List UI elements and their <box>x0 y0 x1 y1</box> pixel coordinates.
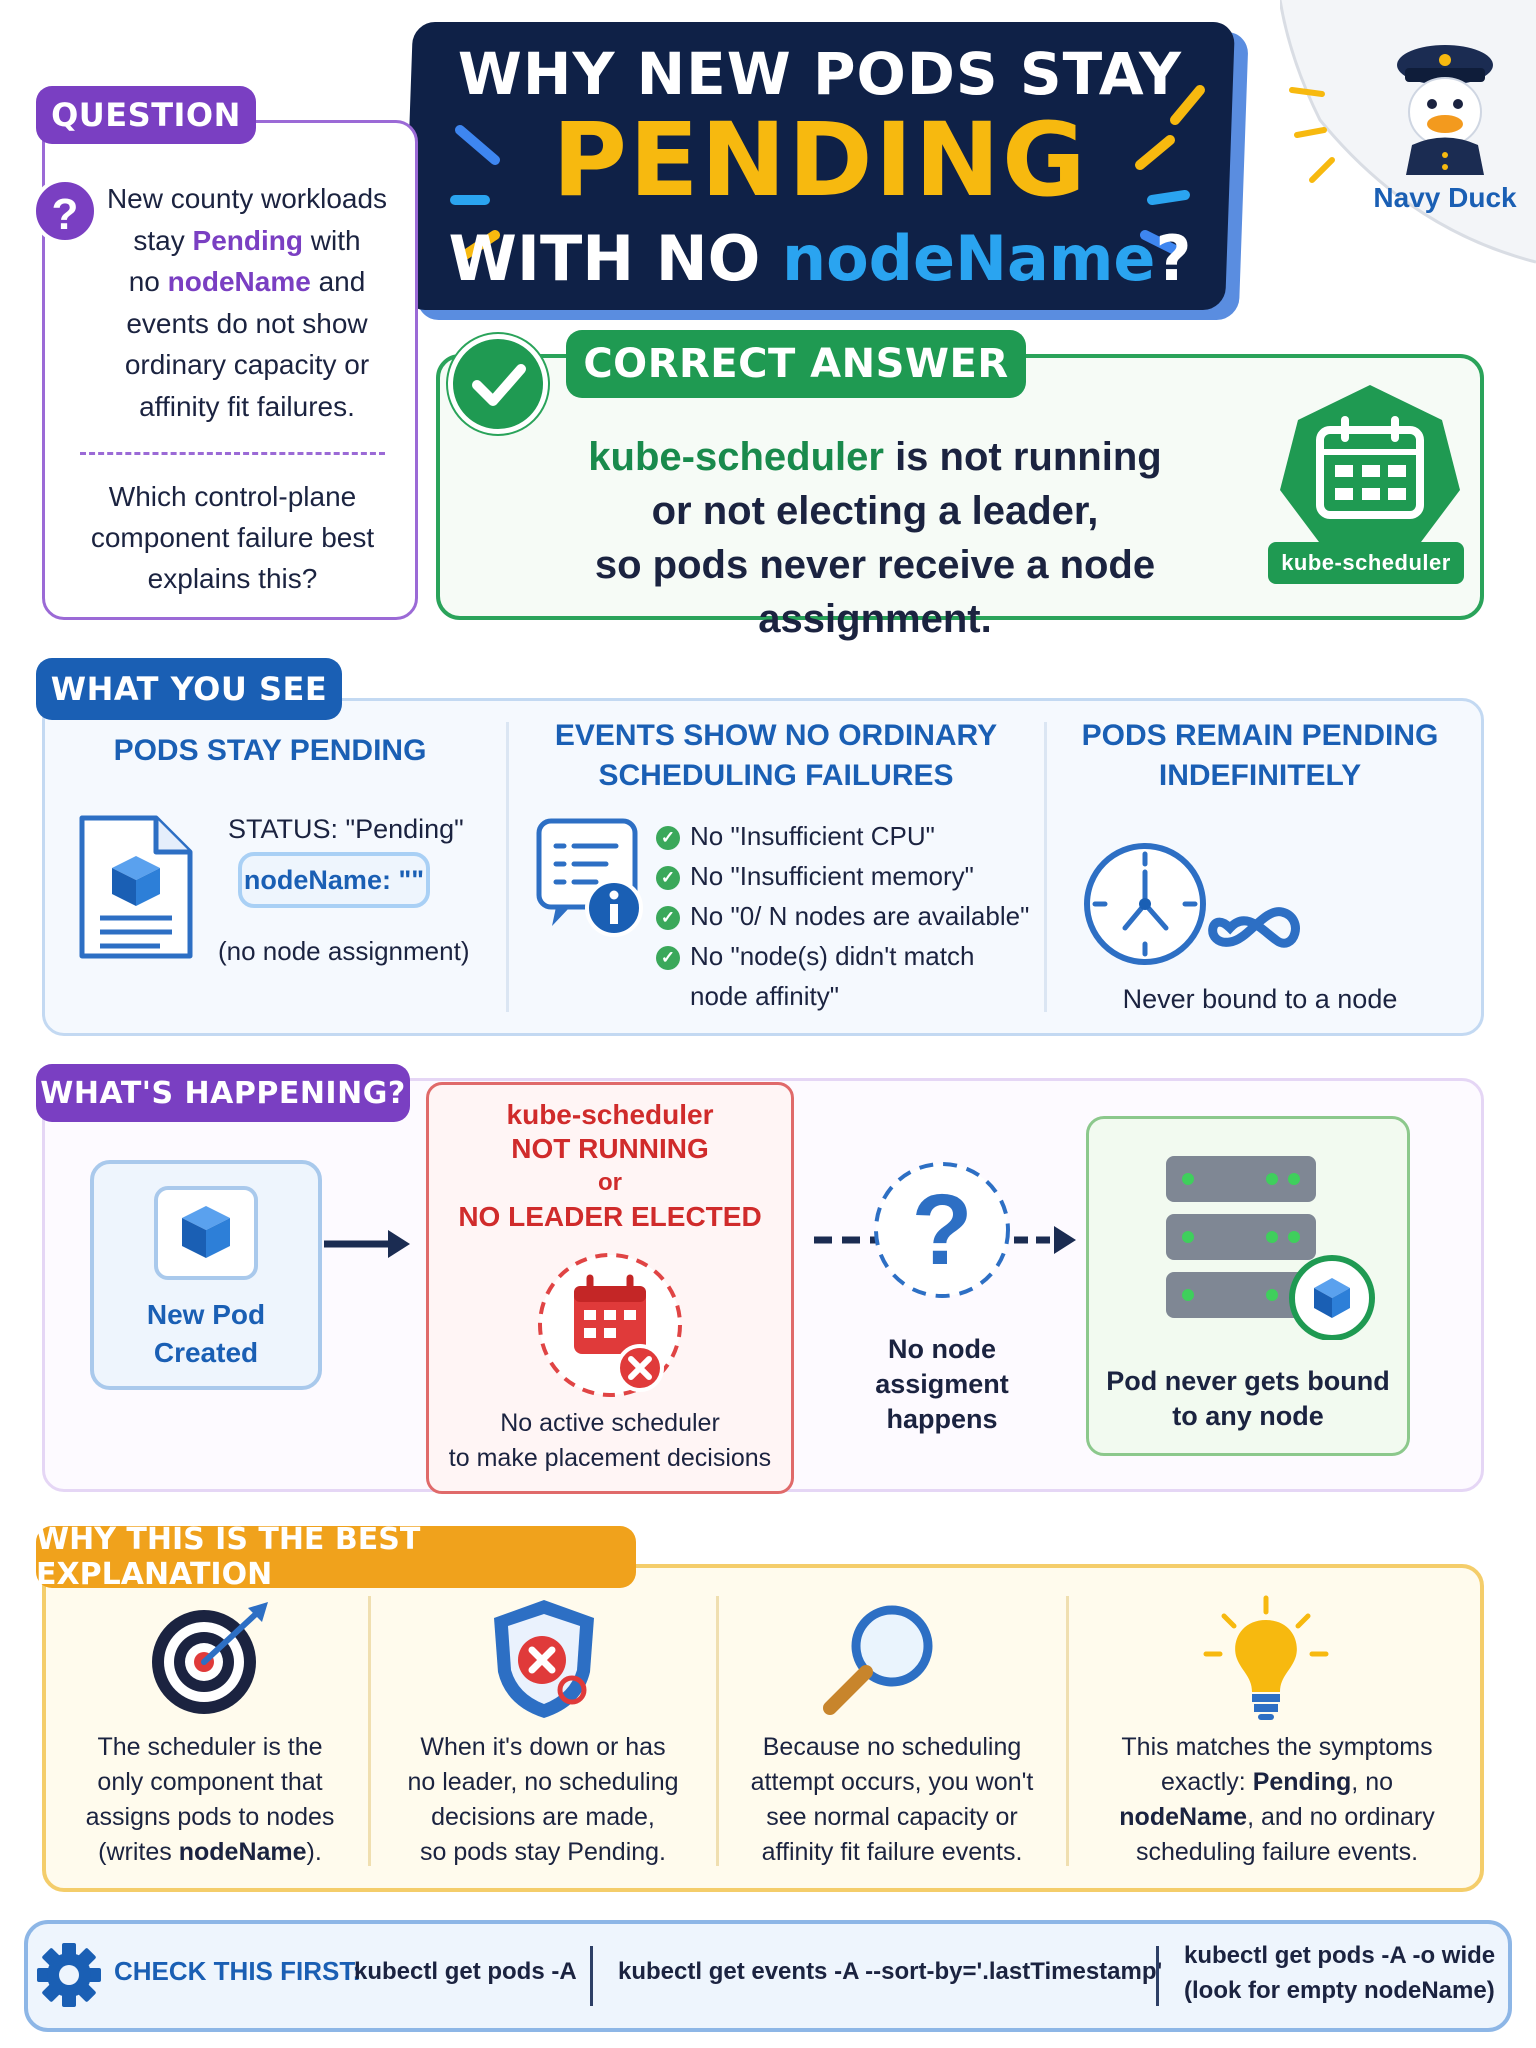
answer-label: CORRECT ANSWER <box>566 330 1026 398</box>
pending-indefinitely-title: PODS REMAIN PENDING INDEFINITELY <box>1081 719 1439 792</box>
check-divider-1 <box>590 1946 593 2006</box>
scheduler-down-text: kube-scheduler NOT RUNNING or NO LEADER ELECTED <box>458 1099 762 1232</box>
answer-text: kube-scheduler is not running or not electing a leader, so pods never receive a node assignment. <box>588 435 1162 641</box>
title-line-1: WHY NEW PODS STAY <box>457 40 1183 108</box>
new-pod-cube-icon <box>154 1186 258 1280</box>
arrow-right-icon <box>322 1224 412 1264</box>
see-divider-1 <box>506 722 509 1012</box>
why-text-2: When it's down or has no leader, no scheduling decisions are made, so pods stay Pending. <box>407 1733 679 1866</box>
pods-pending-title: PODS STAY PENDING <box>113 734 427 767</box>
unbound-pod-text: Pod never gets bound to any node <box>1106 1366 1390 1431</box>
never-bound-caption: Never bound to a node <box>1122 984 1398 1014</box>
shield-error-icon <box>486 1594 606 1724</box>
events-info-icon <box>534 816 644 940</box>
event-item-continued: node affinity" <box>690 981 839 1011</box>
why-label: WHY THIS IS THE BEST EXPLANATION <box>36 1526 636 1588</box>
brand-name: Navy Duck <box>1373 182 1517 213</box>
see-divider-2 <box>1044 722 1047 1012</box>
event-item: ✓ No "node(s) didn't match <box>656 936 1036 976</box>
question-prompt: Which control-plane component failure best explains this? <box>90 481 375 594</box>
why-text-3: Because no scheduling attempt occurs, you won't see normal capacity or affinity fit failure events. <box>750 1733 1034 1866</box>
scheduler-down-note: No active scheduler to make placement decisions <box>448 1409 772 1472</box>
why-divider-3 <box>1066 1596 1069 1866</box>
title-line-3: WITH NO nodeName? <box>448 222 1192 295</box>
command-get-events[interactable]: kubectl get events -A --sort-by='.lastTimestamp' <box>618 1958 1163 1985</box>
question-label: QUESTION <box>36 86 256 144</box>
scheduler-calendar-icon <box>1270 380 1470 560</box>
event-item: ✓ No "0/ N nodes are available" <box>656 896 1036 936</box>
nodename-chip: nodeName: "" <box>238 852 430 908</box>
brand-spark-decoration <box>1282 60 1382 200</box>
unknown-node-question-icon: ? <box>911 1174 973 1286</box>
magnifier-icon <box>818 1600 948 1720</box>
calendar-error-icon <box>530 1250 690 1400</box>
clock-infinity-icon <box>1080 836 1300 976</box>
check-divider-2 <box>1156 1946 1159 2006</box>
server-rack-icon <box>1160 1150 1380 1340</box>
no-assignment-text: No node assigment happens <box>875 1334 1009 1434</box>
checkmark-icon <box>448 334 548 434</box>
command-get-pods[interactable]: kubectl get pods -A <box>354 1958 577 1985</box>
question-divider <box>80 452 385 455</box>
why-divider-1 <box>368 1596 371 1866</box>
scheduler-badge: kube-scheduler <box>1268 542 1464 584</box>
why-text-1: The scheduler is the only component that assigns pods to nodes (writes nodeName). <box>85 1733 335 1866</box>
event-item: ✓ No "Insufficient CPU" <box>656 816 1036 856</box>
lightbulb-icon <box>1202 1594 1332 1724</box>
what-you-see-label: WHAT YOU SEE <box>36 658 342 720</box>
new-pod-label: New Pod Created <box>146 1299 266 1368</box>
target-icon <box>144 1600 274 1720</box>
why-text-4: This matches the symptoms exactly: Pending, no nodeName, and no ordinary scheduling failure events. <box>1119 1733 1435 1866</box>
event-item: ✓ No "Insufficient memory" <box>656 856 1036 896</box>
question-text: New county workloads stay Pending with no nodeName and events do not show ordinary capacity or affinity fit failures. <box>106 183 388 422</box>
question-mark-icon: ? <box>32 178 98 244</box>
command-get-pods-wide[interactable]: kubectl get pods -A -o wide (look for empty nodeName) <box>1184 1942 1496 2004</box>
pod-document-icon <box>74 812 198 964</box>
why-divider-2 <box>716 1596 719 1866</box>
pod-status-text: STATUS: "Pending" <box>228 814 464 844</box>
whats-happening-label: WHAT'S HAPPENING? <box>36 1064 410 1122</box>
gear-icon <box>34 1940 104 2010</box>
events-title: EVENTS SHOW NO ORDINARY SCHEDULING FAILURES <box>554 719 998 792</box>
event-list <box>656 816 1036 1016</box>
title-line-2: PENDING <box>552 101 1088 220</box>
no-node-assignment-note: (no node assignment) <box>218 936 470 966</box>
navy-duck-mascot-icon <box>1380 30 1510 180</box>
check-first-label: CHECK THIS FIRST: <box>114 1956 361 1986</box>
